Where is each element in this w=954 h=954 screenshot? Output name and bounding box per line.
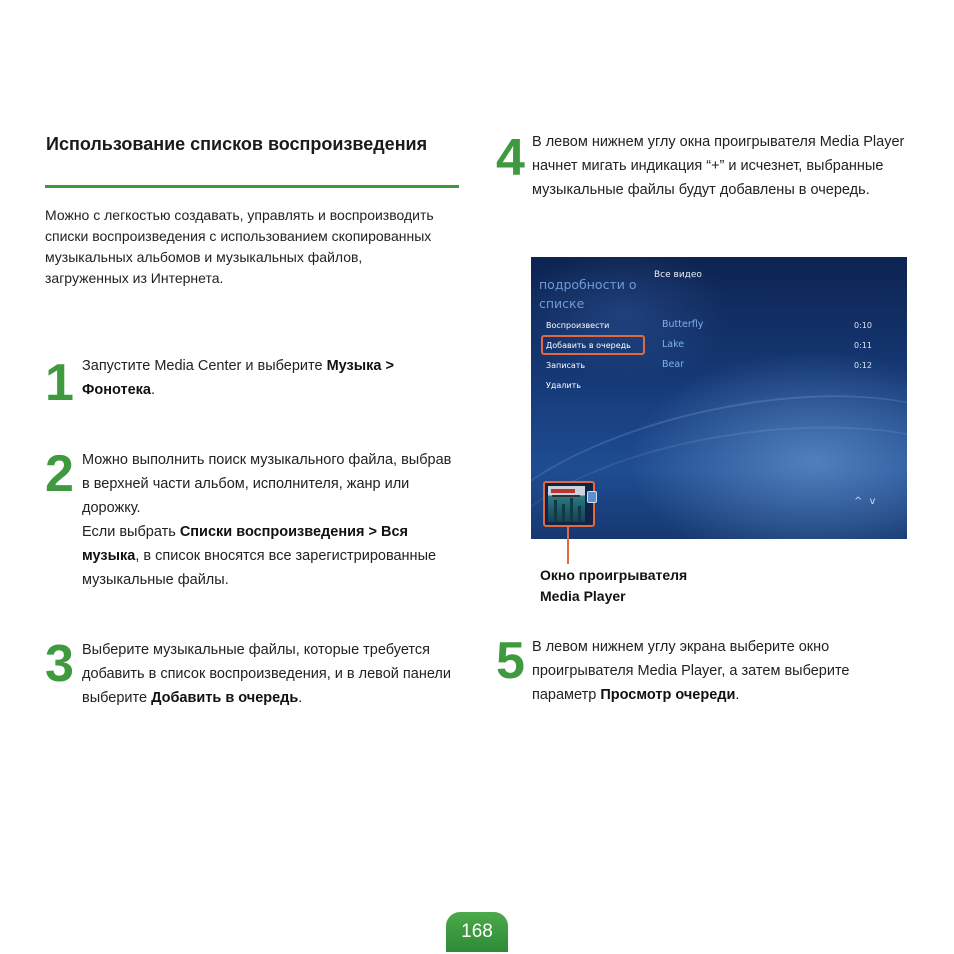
- media-center-screenshot: [531, 257, 907, 539]
- step-5-text: [532, 635, 912, 707]
- callout-label: Окно проигрывателя Media Player: [540, 567, 688, 604]
- step-text-segment: Просмотр очереди: [600, 687, 736, 703]
- menu-item-play[interactable]: Воспроизвести: [546, 321, 610, 330]
- step-text-segment: В левом нижнем углу экрана выберите окно проигрывателя Media Player, а затем выберите параметр: [532, 639, 850, 703]
- step-2-text: [82, 448, 454, 592]
- mini-player-window[interactable]: [543, 481, 595, 527]
- track-duration: 0:12: [854, 361, 872, 370]
- callout-leader-line: [567, 527, 569, 564]
- page-number: 168: [446, 912, 508, 952]
- step-text-segment: Музыка > Фонотека: [82, 358, 394, 398]
- step-2-number: 2: [45, 445, 74, 503]
- track-name[interactable]: Butterfly: [662, 319, 704, 330]
- section-intro: Можно с легкостью создавать, управлять и воспроизводить списки воспроизведения с использованием скопированных музыкальных альбомов и музыкальных файлов, загруженных из Интернета.: [45, 207, 434, 286]
- menu-item-add-to-queue[interactable]: Добавить в очередь: [546, 341, 631, 350]
- playlist-details-title: подробности о списке: [539, 277, 637, 311]
- step-text-segment: Запустите Media Center и выберите: [82, 358, 327, 374]
- step-4-text: [532, 130, 912, 202]
- step-text-segment: .: [150, 382, 156, 398]
- section-divider: [45, 185, 459, 188]
- step-5-number: 5: [496, 632, 525, 690]
- scroll-arrows-icon[interactable]: ^ v: [854, 496, 878, 507]
- step-text-segment: Выберите музыкальные файлы, которые требуется добавить в список воспроизведения, и в левой панели выберите: [82, 642, 451, 706]
- step-text-segment: , в список вносятся все зарегистрированные музыкальные файлы.: [82, 548, 437, 588]
- step-text-segment: Если выбрать: [82, 524, 180, 540]
- highlight-frame: [541, 335, 645, 355]
- menu-item-delete[interactable]: Удалить: [546, 381, 581, 390]
- step-text-segment: Можно выполнить поиск музыкального файла, выбрав в верхней части альбом, исполнителя, жанр или дорожку.: [82, 452, 452, 516]
- track-name[interactable]: Lake: [662, 339, 685, 350]
- step-text-segment: Списки воспроизведения > Вся музыка: [82, 524, 408, 564]
- step-3-number: 3: [45, 635, 74, 693]
- step-text-segment: .: [298, 690, 303, 706]
- album-art: [548, 486, 585, 522]
- track-name[interactable]: Bear: [662, 359, 685, 370]
- step-text-segment: В левом нижнем углу окна проигрывателя Media Player начнет мигать индикация “+” и исчезнет, выбранные музыкальные файлы будут добавлены в очередь.: [532, 134, 905, 198]
- track-duration: 0:11: [854, 341, 872, 350]
- track-duration: 0:10: [854, 321, 872, 330]
- step-text-segment: Добавить в очередь: [151, 690, 299, 706]
- menu-item-burn[interactable]: Записать: [546, 361, 586, 370]
- step-4-number: 4: [496, 129, 525, 187]
- step-text-segment: .: [735, 687, 740, 703]
- step-3-text: [82, 638, 457, 710]
- add-indicator-icon: [587, 491, 597, 503]
- step-1-number: 1: [45, 354, 74, 412]
- section-title: Использование списков воспроизведения: [46, 134, 428, 154]
- breadcrumb: Все видео: [654, 270, 702, 280]
- step-1-text: [82, 354, 457, 402]
